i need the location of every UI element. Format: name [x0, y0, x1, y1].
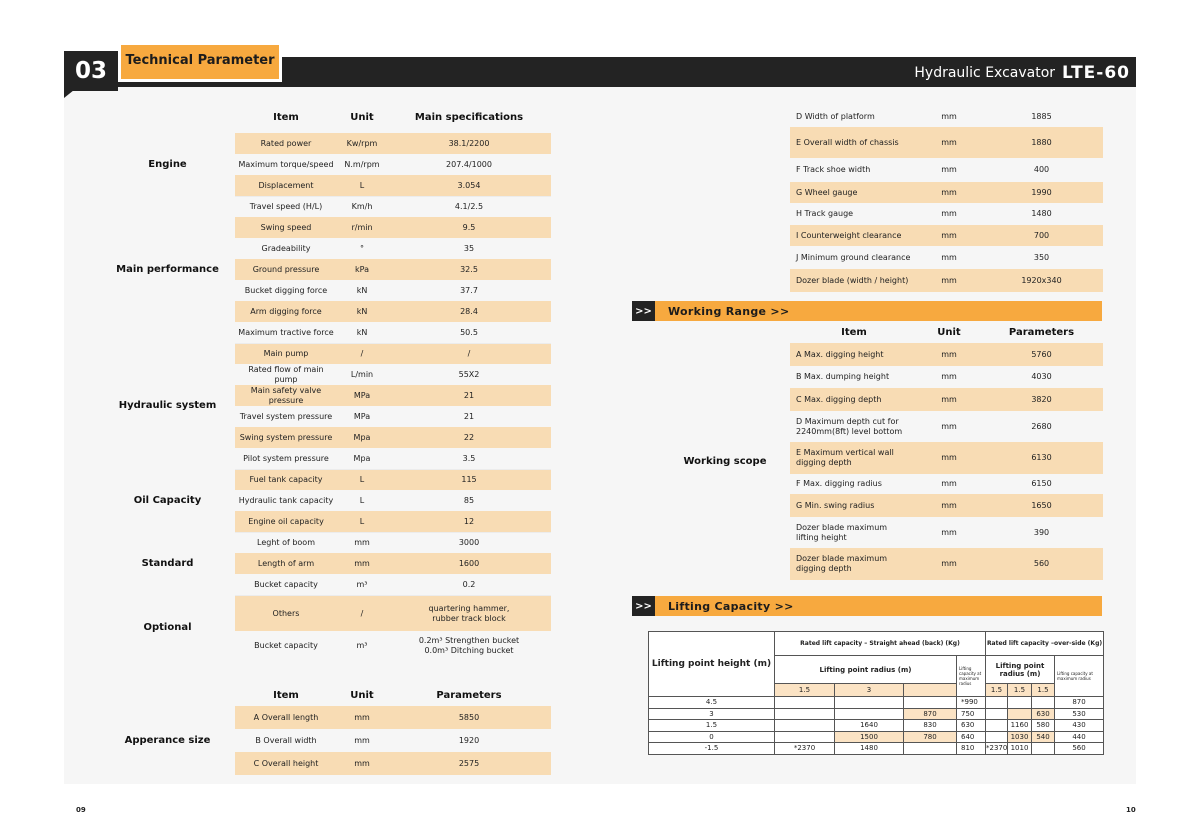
lift-value-side	[1008, 708, 1032, 720]
group-label: Hydraulic system	[118, 400, 217, 411]
lift-height: 0	[649, 731, 775, 743]
lift-value-straight: *2370	[775, 743, 835, 755]
page-number-left: 09	[76, 806, 86, 814]
spec-unit: mm	[918, 225, 980, 246]
spec-value: 0.2	[462, 579, 476, 589]
header-spec: Main specifications	[414, 112, 524, 123]
spec-unit: Kw/rpm	[337, 133, 387, 154]
spec-item: B Max. dumping height	[796, 372, 890, 381]
spec-value: 5850	[387, 706, 551, 729]
lift-value-side	[1032, 743, 1055, 755]
spec-unit: mm	[337, 752, 387, 775]
lift-row	[649, 720, 1104, 732]
lift-value-straight: 830	[904, 720, 957, 732]
spec-value: 700	[980, 225, 1103, 246]
spec-item: Bucket digging force	[244, 285, 328, 295]
spec-unit: r/min	[337, 217, 387, 238]
lift-value-side	[1032, 697, 1055, 709]
side-radius-header: Lifting point radius (m)	[986, 656, 1055, 684]
radius-value: 1.5	[1032, 684, 1055, 697]
header-item: Item	[273, 112, 299, 123]
spec-item: A Overall length	[235, 706, 337, 729]
main-spec-table	[100, 107, 551, 661]
spec-value: /	[387, 343, 551, 364]
straight-max-radius-note: Lifting capacity at maximum radius	[957, 656, 986, 697]
spec-item: Engine oil capacity	[235, 511, 337, 532]
group-label: Engine	[148, 158, 187, 170]
spec-item: Swing speed	[235, 217, 337, 238]
spec-unit: kN	[356, 285, 368, 295]
header-unit: Unit	[350, 689, 374, 701]
spec-value: 1880	[980, 127, 1103, 158]
radius-value: 1.5	[1008, 684, 1032, 697]
radius-value	[904, 684, 957, 697]
spec-item: Length of arm	[235, 553, 337, 574]
spec-unit: mm	[918, 442, 980, 474]
spec-item: J Minimum ground clearance	[796, 252, 911, 262]
lift-value-side: 430	[1055, 720, 1104, 732]
spec-value: 2680	[1031, 421, 1052, 431]
lift-row	[649, 697, 1104, 709]
spec-value: 1480	[1031, 209, 1052, 218]
spec-unit: L	[337, 175, 387, 196]
spec-row	[790, 269, 1103, 292]
spec-item: Gradeability	[261, 243, 311, 253]
spec-item: Displacement	[235, 175, 337, 196]
spec-value: 50.5	[460, 327, 478, 337]
lifting-capacity-table	[648, 631, 1104, 755]
spec-unit: L	[337, 511, 387, 532]
spec-unit: m³	[356, 579, 368, 589]
section-number-notch	[64, 90, 74, 98]
working-range-title: Working Range >>	[668, 304, 790, 318]
spec-unit: mm	[918, 127, 980, 158]
lifting-capacity-arrow: >>	[632, 596, 655, 616]
spec-unit: mm	[941, 421, 957, 431]
spec-value: 28.4	[387, 301, 551, 322]
model-title	[914, 60, 1130, 86]
spec-unit: MPa	[337, 385, 387, 406]
spec-item: Pilot system pressure	[243, 453, 329, 463]
spec-value: 22	[387, 427, 551, 448]
lift-value-side	[1008, 697, 1032, 709]
spec-item: I Counterweight clearance	[790, 225, 918, 246]
spec-item: Maximum torque/speed	[238, 159, 334, 169]
spec-value: 6130	[980, 442, 1103, 474]
spec-row	[790, 225, 1103, 246]
spec-item: Rated power	[235, 133, 337, 154]
spec-item: G Min. swing radius	[790, 494, 918, 517]
spec-item: Dozer blade maximum lifting height	[796, 522, 888, 542]
spec-value: 4030	[1031, 372, 1052, 381]
spec-item: D Width of platform	[796, 111, 875, 121]
spec-unit: kPa	[337, 259, 387, 280]
spec-unit: mm	[337, 532, 387, 553]
page-number-right: 10	[1126, 806, 1136, 814]
header-spacer	[660, 323, 790, 343]
lift-value-side	[986, 697, 1008, 709]
spec-unit: Mpa	[337, 427, 387, 448]
lift-value-straight: 780	[904, 731, 957, 743]
spec-item: Fuel tank capacity	[235, 469, 337, 490]
spec-item: H Track gauge	[796, 209, 854, 218]
lift-value-side: 580	[1032, 720, 1055, 732]
over-side-header: Rated lift capacity –over-side (Kg)	[986, 632, 1104, 656]
spec-row	[100, 532, 551, 553]
lift-value-straight	[775, 731, 835, 743]
lift-value-straight: 750	[957, 708, 986, 720]
lift-value-straight	[775, 697, 835, 709]
spec-unit: mm	[918, 182, 980, 203]
spec-item: Travel speed (H/L)	[235, 196, 337, 217]
lift-height: -1.5	[649, 743, 775, 755]
spec-unit: mm	[941, 209, 957, 218]
spec-item: B Overall width	[255, 735, 317, 745]
spec-unit: mm	[941, 252, 957, 262]
lift-value-side: 1030	[1008, 731, 1032, 743]
spec-unit: mm	[941, 479, 957, 488]
lift-value-side: 440	[1055, 731, 1104, 743]
spec-value: 21	[387, 385, 551, 406]
spec-value: 2575	[387, 752, 551, 775]
spec-item: Arm digging force	[235, 301, 337, 322]
spec-item: F Max. digging radius	[796, 479, 882, 488]
spec-unit: mm	[941, 372, 957, 381]
spec-item: C Overall height	[235, 752, 337, 775]
straight-radius-header: Lifting point radius (m)	[775, 656, 957, 684]
spec-item: D Maximum depth cut for 2240mm(8ft) level bottom	[796, 416, 903, 436]
lift-value-side: 630	[1032, 708, 1055, 720]
spec-item: Bucket capacity	[254, 579, 318, 589]
spec-unit: mm	[918, 343, 980, 366]
spec-unit: mm	[337, 706, 387, 729]
spec-item: Leght of boom	[235, 532, 337, 553]
spec-value: 1885	[1031, 111, 1052, 121]
lift-value-side: 1160	[1008, 720, 1032, 732]
spec-item: F Track shoe width	[796, 165, 871, 174]
spec-value: 85	[463, 495, 475, 505]
spec-unit: L	[337, 469, 387, 490]
straight-ahead-header: Rated lift capacity – Straight ahead (back) (Kg)	[775, 632, 986, 656]
lift-value-straight: *990	[957, 697, 986, 709]
spec-value: 1600	[387, 553, 551, 574]
lift-value-straight	[835, 708, 904, 720]
spec-unit: L	[359, 495, 365, 505]
appearance-table	[100, 685, 551, 775]
spec-value: 115	[387, 469, 551, 490]
spec-value: 6150	[1031, 479, 1052, 488]
spec-value: 9.5	[387, 217, 551, 238]
spec-row	[100, 343, 551, 364]
spec-row	[100, 133, 551, 154]
spec-value: quartering hammer, rubber track block	[387, 595, 551, 631]
spec-value: 21	[463, 411, 475, 421]
lift-value-straight	[775, 708, 835, 720]
header-spec: Parameters	[1008, 327, 1075, 338]
spec-unit: /	[337, 595, 387, 631]
group-label: Working scope	[683, 455, 767, 467]
spec-row	[100, 469, 551, 490]
spec-unit: mm	[941, 165, 957, 174]
lift-value-straight	[904, 743, 957, 755]
group-label: Standard	[141, 557, 194, 569]
lift-row	[649, 743, 1104, 755]
spec-unit: m³	[356, 641, 368, 650]
lift-value-side	[986, 720, 1008, 732]
spec-value: 1920x340	[980, 269, 1103, 292]
lift-row	[649, 731, 1104, 743]
lift-value-straight	[775, 720, 835, 732]
working-range-table	[660, 323, 1103, 580]
lift-value-side	[986, 708, 1008, 720]
spec-value: 12	[387, 511, 551, 532]
working-range-bar	[632, 301, 1102, 321]
appearance-table-continued	[790, 106, 1103, 292]
lifting-capacity-title: Lifting Capacity >>	[668, 599, 794, 613]
spec-item: Ground pressure	[235, 259, 337, 280]
spec-item: Others	[235, 595, 337, 631]
spec-unit: kN	[337, 301, 387, 322]
lift-value-side: 530	[1055, 708, 1104, 720]
header-spacer	[100, 107, 235, 129]
spec-row	[790, 106, 1103, 127]
spec-value: 1920	[458, 735, 480, 745]
spec-row	[790, 203, 1103, 225]
spec-value: 207.4/1000	[446, 159, 492, 169]
lift-value-straight: 810	[957, 743, 986, 755]
spec-item: Rated flow of main pump	[248, 364, 324, 384]
lifting-capacity-bar	[632, 596, 1102, 616]
lift-value-side: 540	[1032, 731, 1055, 743]
spec-value: 3000	[387, 532, 551, 553]
spec-unit: mm	[354, 735, 370, 745]
spec-value: 350	[1033, 252, 1050, 262]
spec-row	[790, 158, 1103, 182]
spec-value: 1990	[980, 182, 1103, 203]
group-label: Optional	[143, 622, 192, 633]
lift-value-straight: 630	[957, 720, 986, 732]
spec-value: 55X2	[458, 369, 480, 379]
lift-value-side: *2370	[986, 744, 1008, 753]
spec-value: 400	[1033, 165, 1050, 174]
lift-value-side: 870	[1055, 697, 1104, 709]
spec-row	[790, 182, 1103, 203]
group-label: Main performance	[116, 263, 219, 275]
spec-item: Dozer blade (width / height)	[790, 269, 918, 292]
radius-value: 3	[835, 684, 904, 697]
spec-value: 38.1/2200	[387, 133, 551, 154]
lift-value-straight	[835, 697, 904, 709]
spec-item: Hydraulic tank capacity	[238, 495, 334, 505]
lift-value-straight: 640	[957, 731, 986, 743]
lift-height: 1.5	[649, 720, 775, 732]
header-item: Item	[841, 327, 867, 338]
spec-row	[660, 343, 1103, 366]
header-spec: Parameters	[436, 689, 502, 701]
header-spacer	[100, 685, 235, 706]
model-name: LTE-60	[1062, 63, 1130, 83]
lift-value-straight	[904, 697, 957, 709]
machine-type: Hydraulic Excavator	[914, 65, 1056, 81]
spec-row	[100, 196, 551, 217]
side-max-radius-note: Lifting capacity at maximum radius	[1055, 656, 1104, 697]
spec-item: C Max. digging depth	[790, 388, 918, 411]
spec-unit: L/min	[350, 369, 374, 379]
spec-unit: Km/h	[337, 196, 387, 217]
lift-row	[649, 708, 1104, 720]
spec-item: Main safety valve pressure	[235, 385, 337, 406]
section-title: Technical Parameter	[118, 42, 282, 82]
lift-value-side: 1010	[1008, 743, 1032, 755]
spec-unit: kN	[356, 327, 368, 337]
spec-unit: /	[337, 343, 387, 364]
spec-unit: mm	[941, 527, 957, 537]
lift-height: 4.5	[649, 697, 775, 709]
lift-value-straight: 1500	[835, 731, 904, 743]
spec-unit: N.m/rpm	[344, 159, 380, 169]
lift-value-straight: 870	[904, 708, 957, 720]
lift-height: 3	[649, 708, 775, 720]
spec-item: A Max. digging height	[790, 343, 918, 366]
spec-value: 32.5	[387, 259, 551, 280]
spec-item: E Maximum vertical wall digging depth	[790, 442, 918, 474]
header-unit: Unit	[937, 327, 961, 338]
spec-value: 35	[463, 243, 475, 253]
spec-value: 37.7	[460, 285, 478, 295]
spec-value: 3.5	[462, 453, 476, 463]
spec-unit: °	[360, 243, 364, 253]
header-item: Item	[273, 689, 299, 701]
lift-value-straight: 1480	[835, 743, 904, 755]
spec-value: 0.2m³ Strengthen bucket 0.0m³ Ditching bucket	[418, 636, 520, 655]
working-range-arrow: >>	[632, 301, 655, 321]
lifting-point-height-header: Lifting point height (m)	[649, 632, 775, 697]
spec-unit: MPa	[353, 411, 371, 421]
spec-item: Main pump	[235, 343, 337, 364]
spec-unit: mm	[941, 111, 957, 121]
spec-unit: mm	[918, 548, 980, 580]
spec-unit: mm	[918, 494, 980, 517]
spec-unit: Mpa	[353, 453, 371, 463]
spec-item: E Overall width of chassis	[790, 127, 918, 158]
section-number: 03	[64, 51, 118, 91]
spec-item: Maximum tractive force	[238, 327, 334, 337]
spec-row	[100, 706, 551, 729]
radius-value: 1.5	[986, 684, 1008, 697]
lift-value-straight: 1640	[835, 720, 904, 732]
spec-row	[790, 127, 1103, 158]
spec-value: 560	[980, 548, 1103, 580]
spec-value: 1650	[980, 494, 1103, 517]
spec-unit: mm	[337, 553, 387, 574]
spec-item: G Wheel gauge	[790, 182, 918, 203]
group-label: Apperance size	[124, 734, 211, 746]
lift-value-side: 560	[1055, 743, 1104, 755]
spec-item: Bucket capacity	[254, 641, 318, 650]
spec-row	[100, 595, 551, 631]
spec-item: Swing system pressure	[235, 427, 337, 448]
spec-value: 4.1/2.5	[387, 196, 551, 217]
group-label: Oil Capacity	[133, 494, 202, 506]
radius-value: 1.5	[775, 684, 835, 697]
header-unit: Unit	[350, 112, 374, 123]
spec-unit: mm	[918, 388, 980, 411]
spec-item: Dozer blade maximum digging depth	[790, 548, 918, 580]
spec-unit: mm	[918, 269, 980, 292]
spec-item: Travel system pressure	[239, 411, 333, 421]
spec-value: 390	[1033, 527, 1050, 537]
spec-row	[790, 246, 1103, 269]
spec-value: 3.054	[387, 175, 551, 196]
spec-value: 3820	[980, 388, 1103, 411]
spec-value: 5760	[980, 343, 1103, 366]
lift-value-side	[986, 731, 1008, 743]
